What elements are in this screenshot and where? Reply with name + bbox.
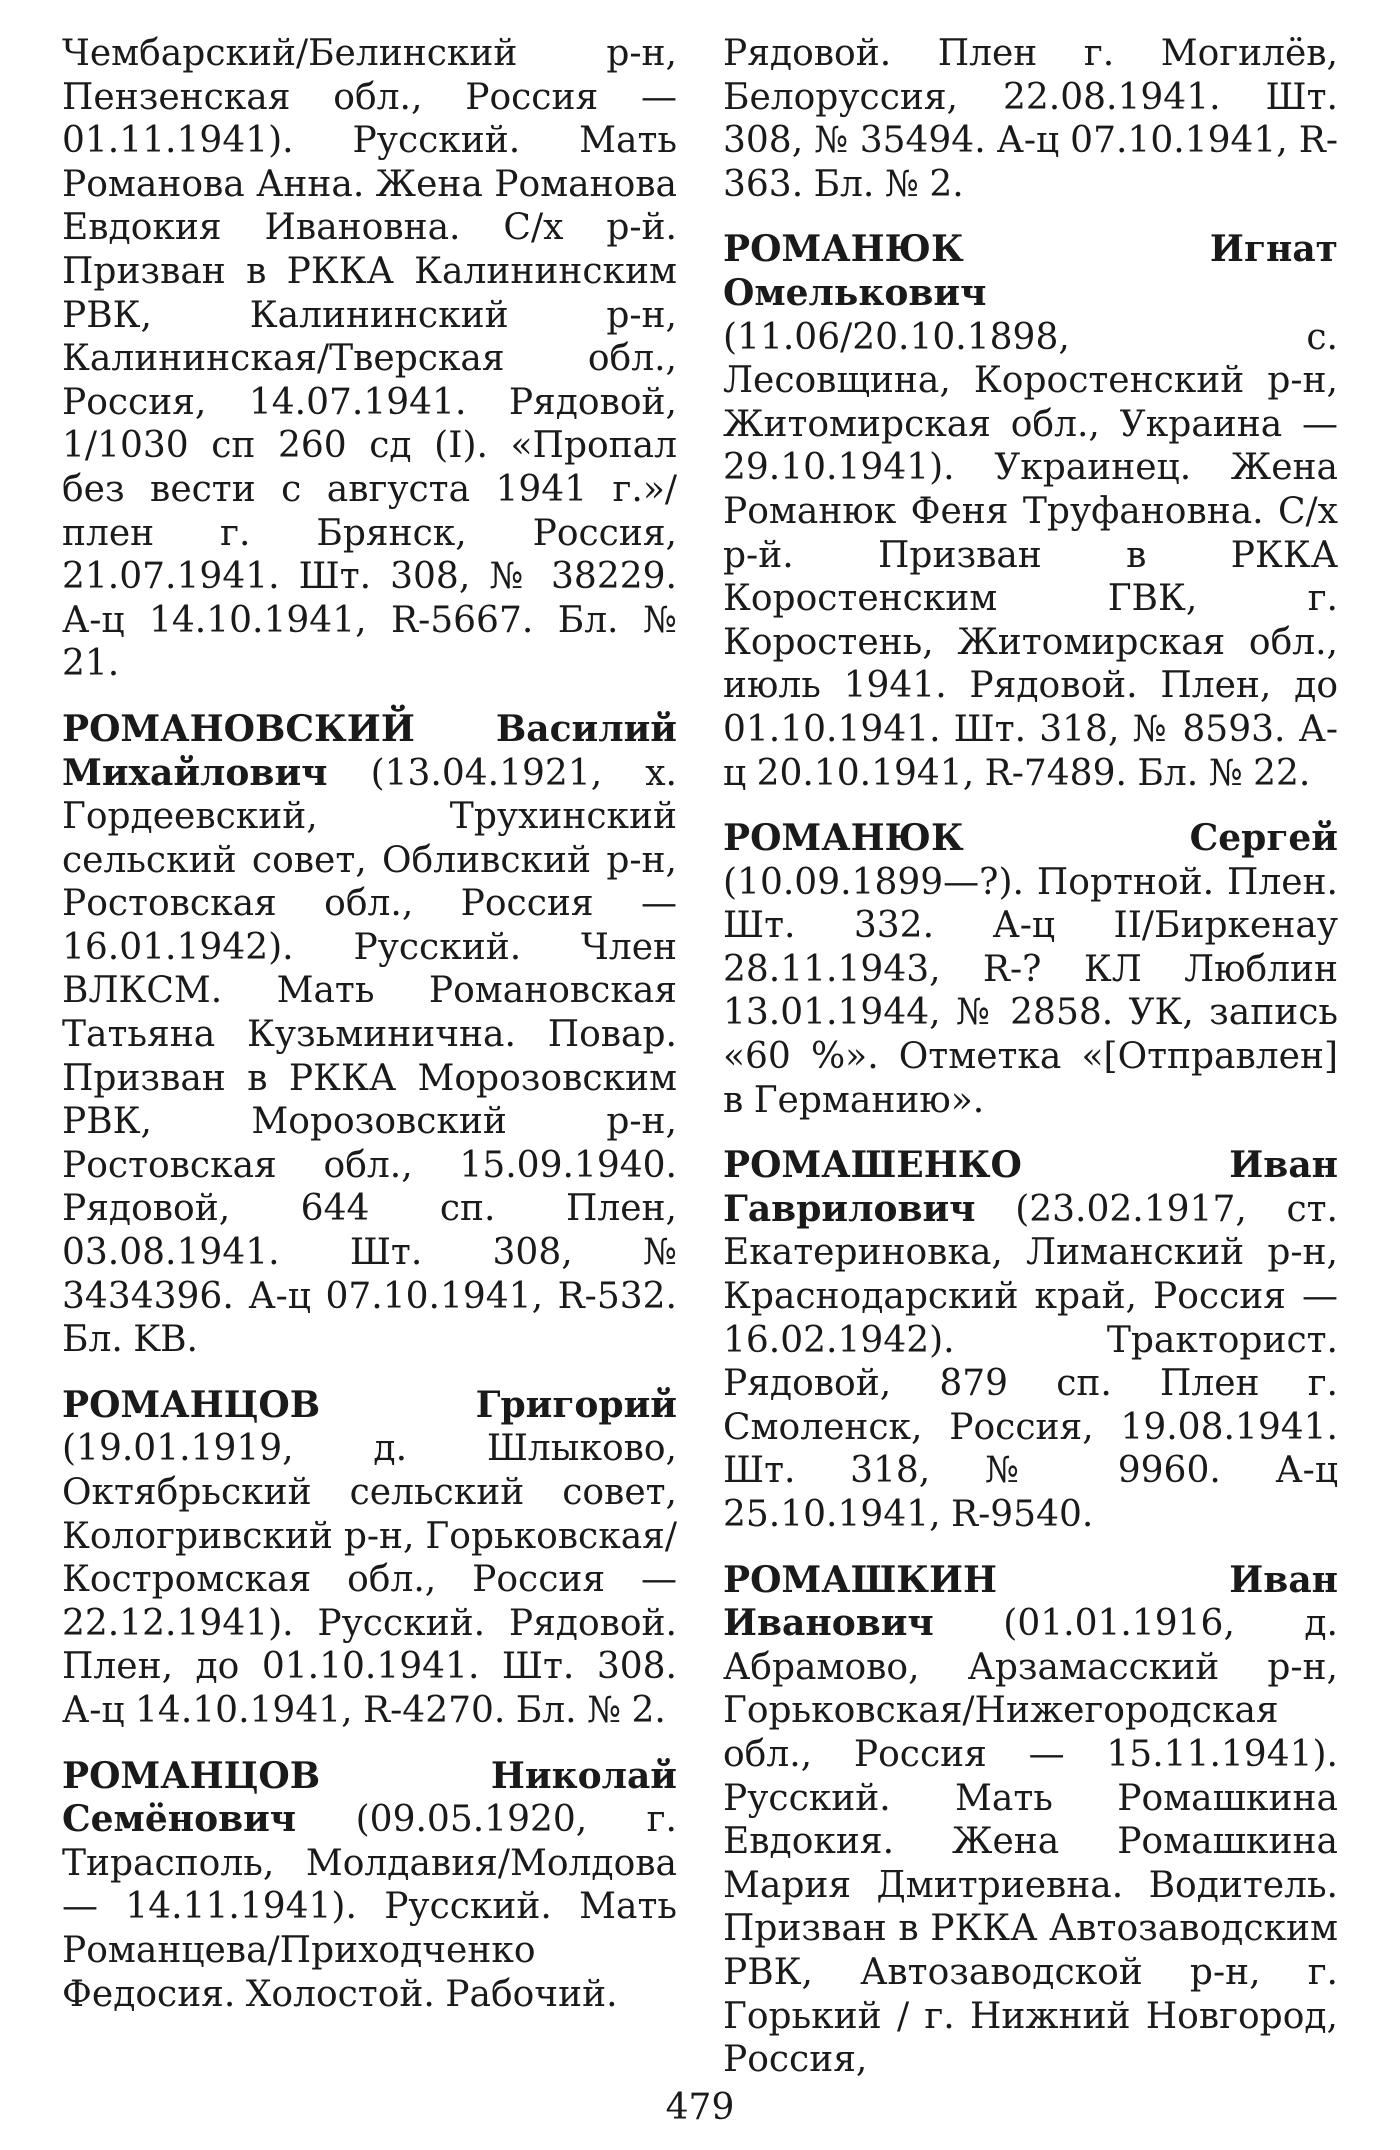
entry-name: РОМАНЮК Игнат Омелькович [723,228,1338,314]
entry-romantsov-grigory [62,1384,677,1733]
entry-name: РОМАНЦОВ Григорий [62,1383,677,1426]
entry-name: РОМАНОВСКИЙ Василий Михайлович [62,707,677,794]
entry-text: (19.01.1919, д. Шлыково, Октябрьский сельский совет, Кологривский р-н, Горьковская/Костромская обл., Россия — 22.12.1941). Русский. Рядовой. Плен, до 01.10.1941. Шт. 308. А-ц 14.10.1941, R-4270. Бл. № 2. [62,1428,677,1731]
entry-text: (01.01.1916, д. Абрамово, Арзамасский р-н, Горьковская/Нижегородская обл., Россия — 15.11.1941). Русский. Мать Ромашкина Евдокия. Жена Ромашкина Мария Дмитриевна. Водитель. Призван в РККА Автозаводским РВК, Автозаводской р-н, г. Горький / г. Нижний Новгород, Россия, [723,1603,1338,2081]
entry-name: РОМАНЦОВ Николай Семёнович [62,1754,677,1841]
entry-romashkin-ivan [723,1559,1338,2082]
page-number: 479 [665,2087,735,2128]
entry-text: Чембарский/Белинский р-н, Пензенская обл., Россия — 01.11.1941). Русский. Мать Романова Анна. Жена Романова Евдокия Ивановна. С/х р-й. Призван в РККА Калининским РВК, Калининский р-н, Калининская/Тверская обл., Россия, 14.07.1941. Рядовой, 1/1030 сп 260 сд (I). «Пропал без вести с августа 1941 г.»/плен г. Брянск, Россия, 21.07.1941. Шт. 308, № 38229. А-ц 14.10.1941, R-5667. Бл. № 21. [62,33,677,685]
entry-name: РОМАНЮК Сергей [723,817,1338,860]
entry-romanovsky-vasily [62,708,677,1362]
entry-text: (09.05.1920, г. Тирасполь, Молдавия/Молдова — 14.11.1941). Русский. Мать Романцева/Приходченко Федосия. Холостой. Рабочий. [62,1799,677,2015]
entry-romantsov-continued [723,32,1338,206]
entry-romanyuk-ignat [723,228,1338,795]
entry-romantsov-nikolay [62,1755,677,2017]
entry-text: (13.04.1921, х. Гордеевский, Трухинский сельский совет, Обливский р-н, Ростовская обл., Россия — 16.01.1942). Русский. Член ВЛКСМ. Мать Романовская Татьяна Кузьминична. Повар. Призван в РККА Морозовским РВК, Морозовский р-н, Ростовская обл., 15.09.1940. Рядовой, 644 сп. Плен, 03.08.1941. Шт. 308, № 3434396. А-ц 07.10.1941, R-532. Бл. KB. [62,752,677,1361]
right-column [723,32,1338,2082]
entry-text: Рядовой. Плен г. Могилёв, Белоруссия, 22.08.1941. Шт. 308, № 35494. А-ц 07.10.1941, R-363. Бл. № 2. [723,33,1338,205]
entry-romanyuk-sergey [723,817,1338,1122]
entry-romashenko-ivan [723,1144,1338,1536]
entry-text: (10.09.1899—?). Портной. Плен. Шт. 332. А-ц II/Биркенау 28.11.1943, R-? КЛ Люблин 13.01.1944, № 2858. УК, запись «60 %». Отметка «[Отправлен] в Германию». [723,861,1338,1121]
entry-text: (23.02.1917, ст. Екатериновка, Лиманский р-н, Краснодарский край, Россия — 16.02.1942). Тракторист. Рядовой, 879 сп. Плен г. Смоленск, Россия, 19.08.1941. Шт. 318, № 9960. А-ц 25.10.1941, R-9540. [723,1188,1338,1535]
entry-text: (11.06/20.10.1898, с. Лесовщина, Коростенский р-н, Житомирская обл., Украина — 29.10.1941). Украинец. Жена Романюк Феня Труфановна. С/х р-й. Призван в РККА Коростенским ГВК, г. Коростень, Житомирская обл., июль 1941. Рядовой. Плен, до 01.10.1941. Шт. 318, № 8593. А-ц 20.10.1941, R-7489. Бл. № 22. [723,316,1338,794]
entry-romanov-continued [62,32,677,686]
entry-name: РОМАШКИН Иван Иванович [723,1558,1338,1645]
left-column [62,32,677,2016]
entry-name: РОМАШЕНКО Иван Гаврилович [723,1144,1338,1230]
